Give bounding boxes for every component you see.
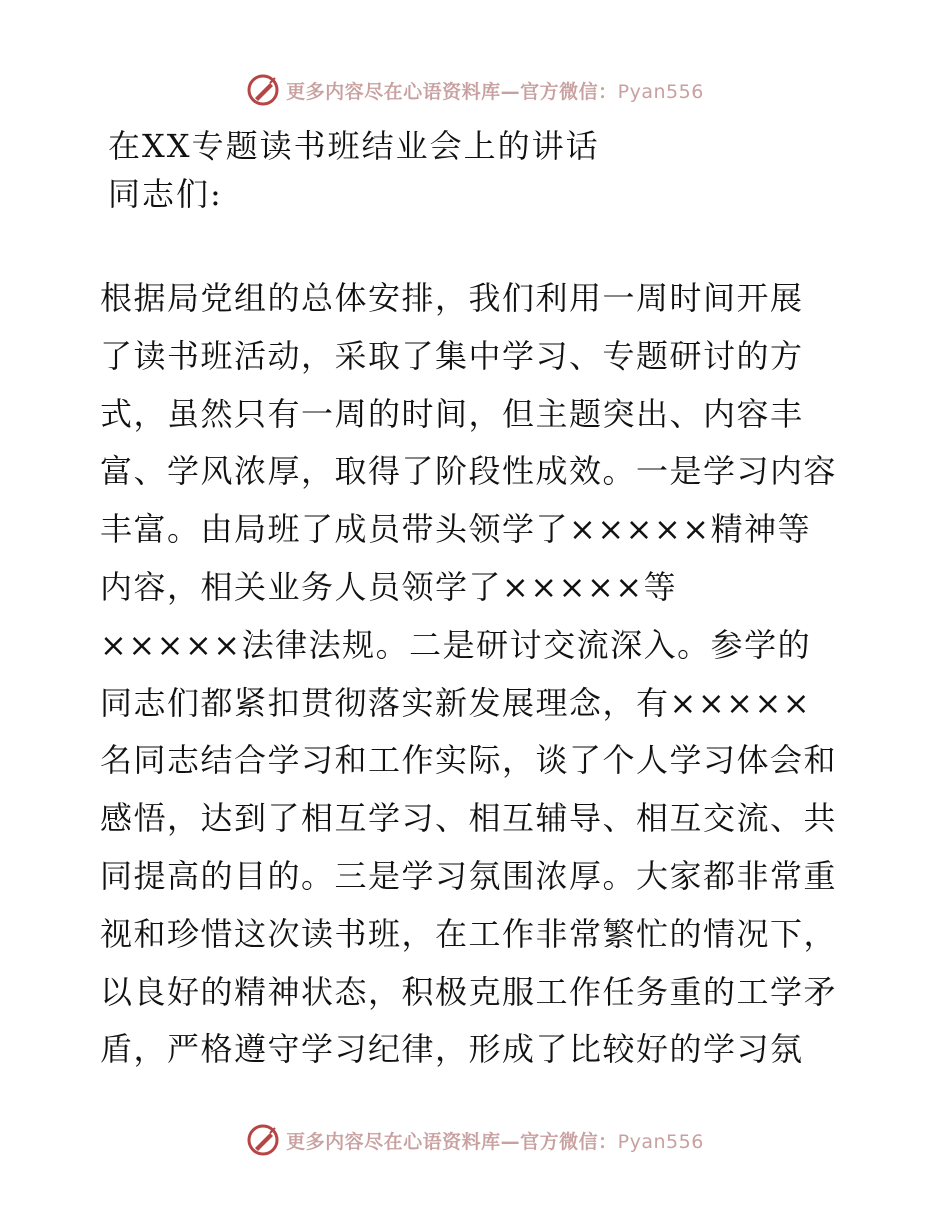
body-line: 富、学风浓厚，取得了阶段性成效。一是学习内容	[100, 452, 838, 491]
watermark-wechat-id: Pyan556	[617, 1130, 704, 1153]
body-line: ×××××法律法规。二是研讨交流深入。参学的	[100, 625, 812, 664]
body-line: 式，虽然只有一周的时间，但主题突出、内容丰	[100, 394, 804, 433]
watermark-text: 更多内容尽在心语资料库—官方微信：Pyan556	[286, 1130, 704, 1153]
body-line: 以良好的精神状态，积极克服工作任务重的工学矛	[100, 972, 838, 1011]
header-watermark	[0, 70, 950, 110]
watermark-wechat-id: Pyan556	[617, 80, 704, 103]
body-line: 感悟，达到了相互学习、相互辅导、相互交流、共	[100, 799, 838, 838]
salutation: 同志们:	[108, 175, 223, 213]
body-line: 同志们都紧扣贯彻落实新发展理念，有×××××	[100, 683, 812, 722]
body-line: 名同志结合学习和工作实际，谈了个人学习体会和	[100, 741, 838, 780]
body-line: 根据局党组的总体安排，我们利用一周时间开展	[100, 279, 804, 317]
quill-logo-icon	[246, 73, 280, 107]
watermark-text: 更多内容尽在心语资料库—官方微信：Pyan556	[286, 80, 704, 103]
quill-logo-icon	[246, 1123, 280, 1157]
body-paragraph	[100, 270, 860, 1079]
document-title: 在XX专题读书班结业会上的讲话	[108, 127, 600, 165]
body-line: 盾，严格遵守学习纪律，形成了比较好的学习氛	[100, 1030, 804, 1069]
body-line: 内容，相关业务人员领学了×××××等	[100, 567, 678, 606]
body-line: 丰富。由局班了成员带头领学了×××××精神等	[100, 510, 812, 549]
body-line: 视和珍惜这次读书班，在工作非常繁忙的情况下，	[100, 914, 838, 953]
footer-watermark	[0, 1120, 950, 1160]
body-line: 了读书班活动，采取了集中学习、专题研讨的方	[100, 336, 804, 375]
body-line: 同提高的目的。三是学习氛围浓厚。大家都非常重	[100, 856, 838, 895]
